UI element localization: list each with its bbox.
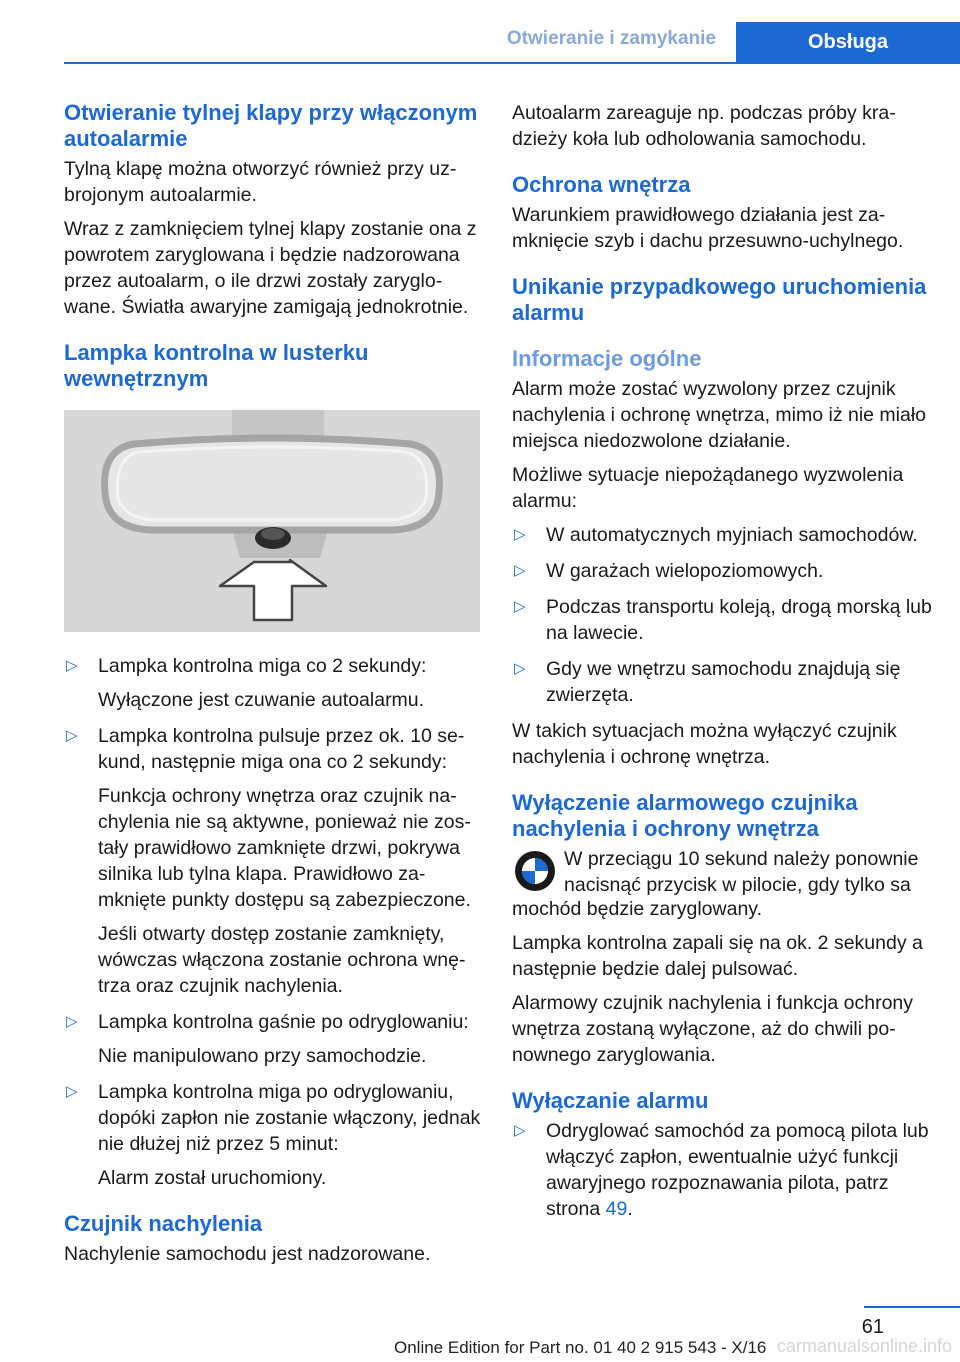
list-item	[64, 653, 484, 713]
paragraph: Warunkiem prawidłowego działania jest zamknięcie szyb i dachu przesuwno-uchylnego.	[512, 204, 904, 252]
watermark: carmanualsonline.info	[776, 1336, 952, 1356]
list-item	[512, 558, 932, 584]
list-item-text: Lampka kontrolna gaśnie po odryglowaniu:	[98, 1011, 469, 1033]
list-item-text: W automatycznych myjniach samochodów.	[546, 524, 918, 546]
triangle-bullet-icon: ▷	[514, 526, 526, 543]
paragraph: Wraz z zamknięciem tylnej klapy zostanie ona z powrotem zaryglowana i będzie nadzorowana przez autoalarm, o ile drzwi zostały zaryglowane. Światła awaryjne zamigają jednokrotnie.	[64, 218, 477, 318]
list-item-text: Lampka kontrolna miga co 2 sekundy:	[98, 655, 427, 677]
punctuation: .	[627, 1198, 633, 1220]
heading-interior-protection: Ochrona wnętrza	[512, 172, 691, 197]
page-number: 61	[861, 1316, 884, 1338]
paragraph: Alarm może zostać wyzwolony przez czujnik nachylenia i ochronę wnętrza, mimo iż nie miało miejsca niedozwolone działanie.	[512, 378, 927, 452]
list-item	[512, 594, 932, 646]
list-item	[64, 723, 484, 999]
remote-key-instruction	[512, 846, 932, 898]
triangle-bullet-icon: ▷	[66, 1083, 78, 1100]
triangle-bullet-icon: ▷	[514, 1122, 526, 1139]
list-item-subtext: Nie manipulowano przy samochodzie.	[98, 1045, 427, 1067]
triangle-bullet-icon: ▷	[66, 727, 78, 744]
list-item-text: Podczas transportu koleją, drogą morską lub na lawecie.	[546, 596, 932, 644]
list-item-text: Lampka kontrolna miga po odryglowaniu, dopóki zapłon nie zostanie włączony, jednak nie dłużej niż przez 5 minut:	[98, 1081, 481, 1155]
triangle-bullet-icon: ▷	[66, 1013, 78, 1030]
heading-indicator-lamp: Lampka kontrolna w lusterku wewnętrznym	[64, 340, 369, 391]
header-chapter-tab: Obsługa	[736, 22, 960, 62]
page-reference-link[interactable]: 49	[605, 1198, 628, 1220]
left-column	[64, 100, 484, 1275]
paragraph: Tylną klapę można otworzyć również przy uzbrojonym autoalarmie.	[64, 158, 457, 206]
triangle-bullet-icon: ▷	[514, 660, 526, 677]
subheading-general-info: Informacje ogólne	[512, 346, 702, 371]
paragraph: Nachylenie samochodu jest nadzorowane.	[64, 1243, 431, 1265]
list-item	[64, 1009, 484, 1069]
bmw-remote-key-icon	[514, 850, 556, 892]
list-item-subtext: Wyłączone jest czuwanie autoalarmu.	[98, 689, 425, 711]
footer-rule	[864, 1306, 960, 1308]
list-item	[512, 1118, 932, 1222]
list-item-text: Lampka kontrolna pulsuje przez ok. 10 sekund, następnie miga ona co 2 sekundy:	[98, 725, 465, 773]
list-item-text: W garażach wielopoziomowych.	[546, 560, 824, 582]
paragraph: W takich sytuacjach można wyłączyć czujnik nachylenia i ochronę wnętrza.	[512, 720, 897, 768]
paragraph: Lampka kontrolna zapali się na ok. 2 sekundy a następnie będzie dalej pulsować.	[512, 932, 923, 980]
indicator-lamp-list	[64, 653, 484, 1191]
list-item	[512, 656, 932, 708]
heading-tailgate-alarm: Otwieranie tylnej klapy przy włączonym autoalarmie	[64, 100, 478, 151]
paragraph: Możliwe sytuacje niepożądanego wyzwolenia alarmu:	[512, 464, 904, 512]
triangle-bullet-icon: ▷	[514, 562, 526, 579]
paragraph: W przeciągu 10 sekund należy ponownie nacisnąć przycisk w pilocie, gdy tylko sa	[564, 848, 919, 896]
triangle-bullet-icon: ▷	[66, 657, 78, 674]
header-section-title: Otwieranie i zamykanie	[506, 28, 716, 49]
heading-disable-tilt-sensor: Wyłączenie alarmowego czujnika nachylenia i ochrony wnętrza	[512, 790, 858, 841]
list-item	[512, 522, 932, 548]
disable-alarm-list	[512, 1118, 932, 1222]
mirror-indicator-illustration	[64, 410, 480, 632]
heading-disable-alarm: Wyłączanie alarmu	[512, 1088, 709, 1113]
header-rule	[64, 62, 960, 64]
list-item-text: Odryglować samochód za pomocą pilota lub włączyć zapłon, ewentualnie użyć funkcji awaryjnego rozpoznawania pilota, patrz strona	[546, 1120, 929, 1220]
paragraph: mochód będzie zaryglowany.	[512, 898, 763, 920]
triangle-bullet-icon: ▷	[514, 598, 526, 615]
list-item-subtext: Jeśli otwarty dostęp zostanie zamknięty, wówczas włączona zostanie ochrona wnętrza oraz czujnik nachylenia.	[98, 923, 466, 997]
list-item	[64, 1079, 484, 1191]
right-column	[512, 100, 932, 1232]
list-item-text: Gdy we wnętrzu samochodu znajdują się zwierzęta.	[546, 658, 901, 706]
false-alarm-situations-list	[512, 522, 932, 708]
edition-text: Online Edition for Part no. 01 40 2 915 543 - X/16	[394, 1338, 767, 1357]
heading-tilt-sensor: Czujnik nachylenia	[64, 1211, 263, 1236]
list-item-subtext: Funkcja ochrony wnętrza oraz czujnik nachylenia nie są aktywne, ponieważ nie zostały prawidłowo zamknięte drzwi, pokrywa silnika lub tylna klapa. Prawidłowo zamknięte punkty dostępu są zabezpieczone.	[98, 785, 471, 911]
heading-avoid-false-alarm: Unikanie przypadkowego uruchomienia alarmu	[512, 274, 927, 325]
list-item-subtext: Alarm został uruchomiony.	[98, 1167, 327, 1189]
paragraph: Autoalarm zareaguje np. podczas próby kradzieży koła lub odholowania samochodu.	[512, 102, 896, 150]
paragraph: Alarmowy czujnik nachylenia i funkcja ochrony wnętrza zostaną wyłączone, aż do chwili ponownego zaryglowania.	[512, 992, 914, 1066]
